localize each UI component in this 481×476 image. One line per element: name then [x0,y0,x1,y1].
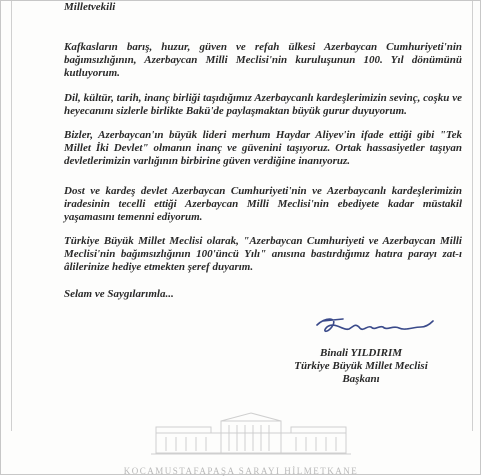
page-edge-left [11,1,12,431]
letterhead-footer: KOCAMUSTAFAPAŞA SARAYI HİLMETKANE [123,466,359,476]
paragraph-1: Kafkasların barış, huzur, güven ve refah ülkesi Azerbaycan Cumhuriyeti'nin bağımsızlığının, Azerbaycan Milli Meclisi'nin kuruluşunun 100. Yıl dönümünü kutluyorum. [64,41,462,79]
salutation: Milletvekili [64,1,116,13]
parliament-building-watermark [151,411,351,456]
paragraph-5: Türkiye Büyük Millet Meclisi olarak, "Azerbaycan Cumhuriyeti ve Azerbaycan Milli Meclisi'nin bağımsızlığının 100'üncü Yılı" anısına bastırdığımız hatıra parayı zat-ı âlilerinize hediye etmekten şeref duyarım. [64,235,462,273]
signatory-title: Başkanı [342,373,380,385]
closing-line: Selam ve Saygılarımla... [64,288,174,300]
signatory-name: Binali YILDIRIM [319,347,403,359]
paragraph-4: Dost ve kardeş devlet Azerbaycan Cumhuriyeti'nin ve Azerbaycanlı kardeşlerimizin iradesinin tecelli ettiği Azerbaycan Milli Meclisi'nin ebediyete kadar müstakil yaşamasını temenni ediyorum. [64,185,462,223]
page-edge-right [472,1,473,431]
signatory-institution: Türkiye Büyük Millet Meclisi [294,360,428,372]
handwritten-signature [313,311,463,341]
paragraph-3: Bizler, Azerbaycan'ın büyük lideri merhum Haydar Aliyev'in ifade ettiği gibi "Tek Millet İki Devlet" olmanın inanç ve güvenini taşıyoruz. Ortak hassasiyetler taşıyan devletlerimizin varlığının birbirine güven verdiğine inanıyoruz. [64,129,462,167]
signature-block [291,347,431,386]
paragraph-2: Dil, kültür, tarih, inanç birliği taşıdığımız Azerbaycanlı kardeşlerimizin sevinç, coşku ve heyecanını sizlerle birlikte Bakü'de paylaşmaktan büyük gurur duyuyorum. [64,92,462,117]
